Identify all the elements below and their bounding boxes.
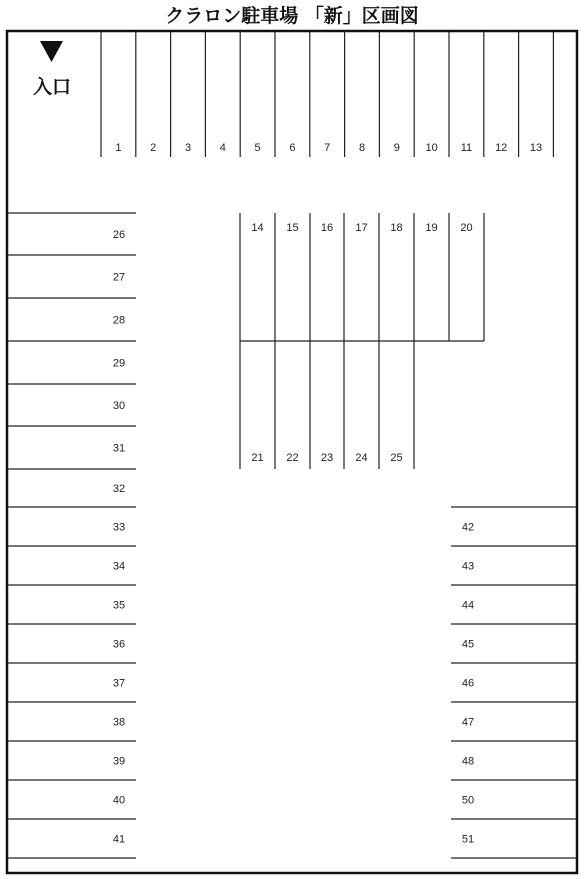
slot-label-41: 41 [112,833,126,846]
slot-labels [113,142,542,846]
slot-label-2: 2 [150,142,157,154]
slot-label-44: 44 [461,599,475,612]
slot-label-46: 46 [461,677,475,690]
slot-label-25: 25 [390,452,403,464]
slot-label-28: 28 [112,314,126,327]
slot-label-3: 3 [184,142,192,154]
slot-label-37: 37 [112,677,126,690]
slot-label-48: 48 [461,755,475,768]
slot-label-18: 18 [390,222,403,234]
slot-label-12: 12 [495,142,508,154]
slot-label-24: 24 [355,452,368,464]
slot-label-8: 8 [358,142,366,154]
entrance-label: 入口 [32,76,72,98]
slot-label-50: 50 [461,794,475,807]
slot-label-34: 34 [112,560,126,573]
slot-label-21: 21 [251,452,264,464]
slot-label-11: 11 [460,142,473,154]
slot-label-14: 14 [251,222,264,234]
slot-label-51: 51 [461,833,475,846]
slot-label-27: 27 [112,271,126,284]
slot-label-1: 1 [115,142,122,154]
slot-label-36: 36 [112,638,126,651]
slot-label-4: 4 [219,142,226,154]
slot-label-45: 45 [461,638,475,651]
slot-label-17: 17 [355,222,368,234]
slot-label-16: 16 [320,222,334,234]
slot-label-22: 22 [286,452,299,464]
slot-label-47: 47 [461,716,475,729]
slot-label-33: 33 [112,521,126,534]
slot-label-9: 9 [393,142,400,154]
slot-label-13: 13 [529,142,543,154]
slot-label-35: 35 [112,599,126,612]
slot-label-32: 32 [112,483,126,495]
slot-label-19: 19 [425,222,438,234]
entrance [33,41,71,98]
slot-lines [7,31,577,858]
slot-label-23: 23 [320,452,334,464]
slot-label-26: 26 [112,229,126,241]
slot-label-31: 31 [112,442,126,455]
slot-label-5: 5 [254,142,261,154]
slot-label-6: 6 [289,142,296,154]
slot-label-30: 30 [112,400,126,412]
slot-label-39: 39 [112,755,126,768]
slot-label-20: 20 [460,222,473,234]
slot-label-29: 29 [112,357,126,370]
slot-label-10: 10 [425,142,438,154]
slot-label-40: 40 [112,794,126,807]
slot-label-43: 43 [461,560,475,573]
slot-label-15: 15 [286,222,299,234]
slot-label-38: 38 [112,716,126,729]
slot-label-7: 7 [324,142,331,154]
down-triangle-icon [40,41,63,62]
slot-label-42: 42 [461,521,475,534]
page-title: クラロン駐車場 「新」区画図 [165,5,419,27]
